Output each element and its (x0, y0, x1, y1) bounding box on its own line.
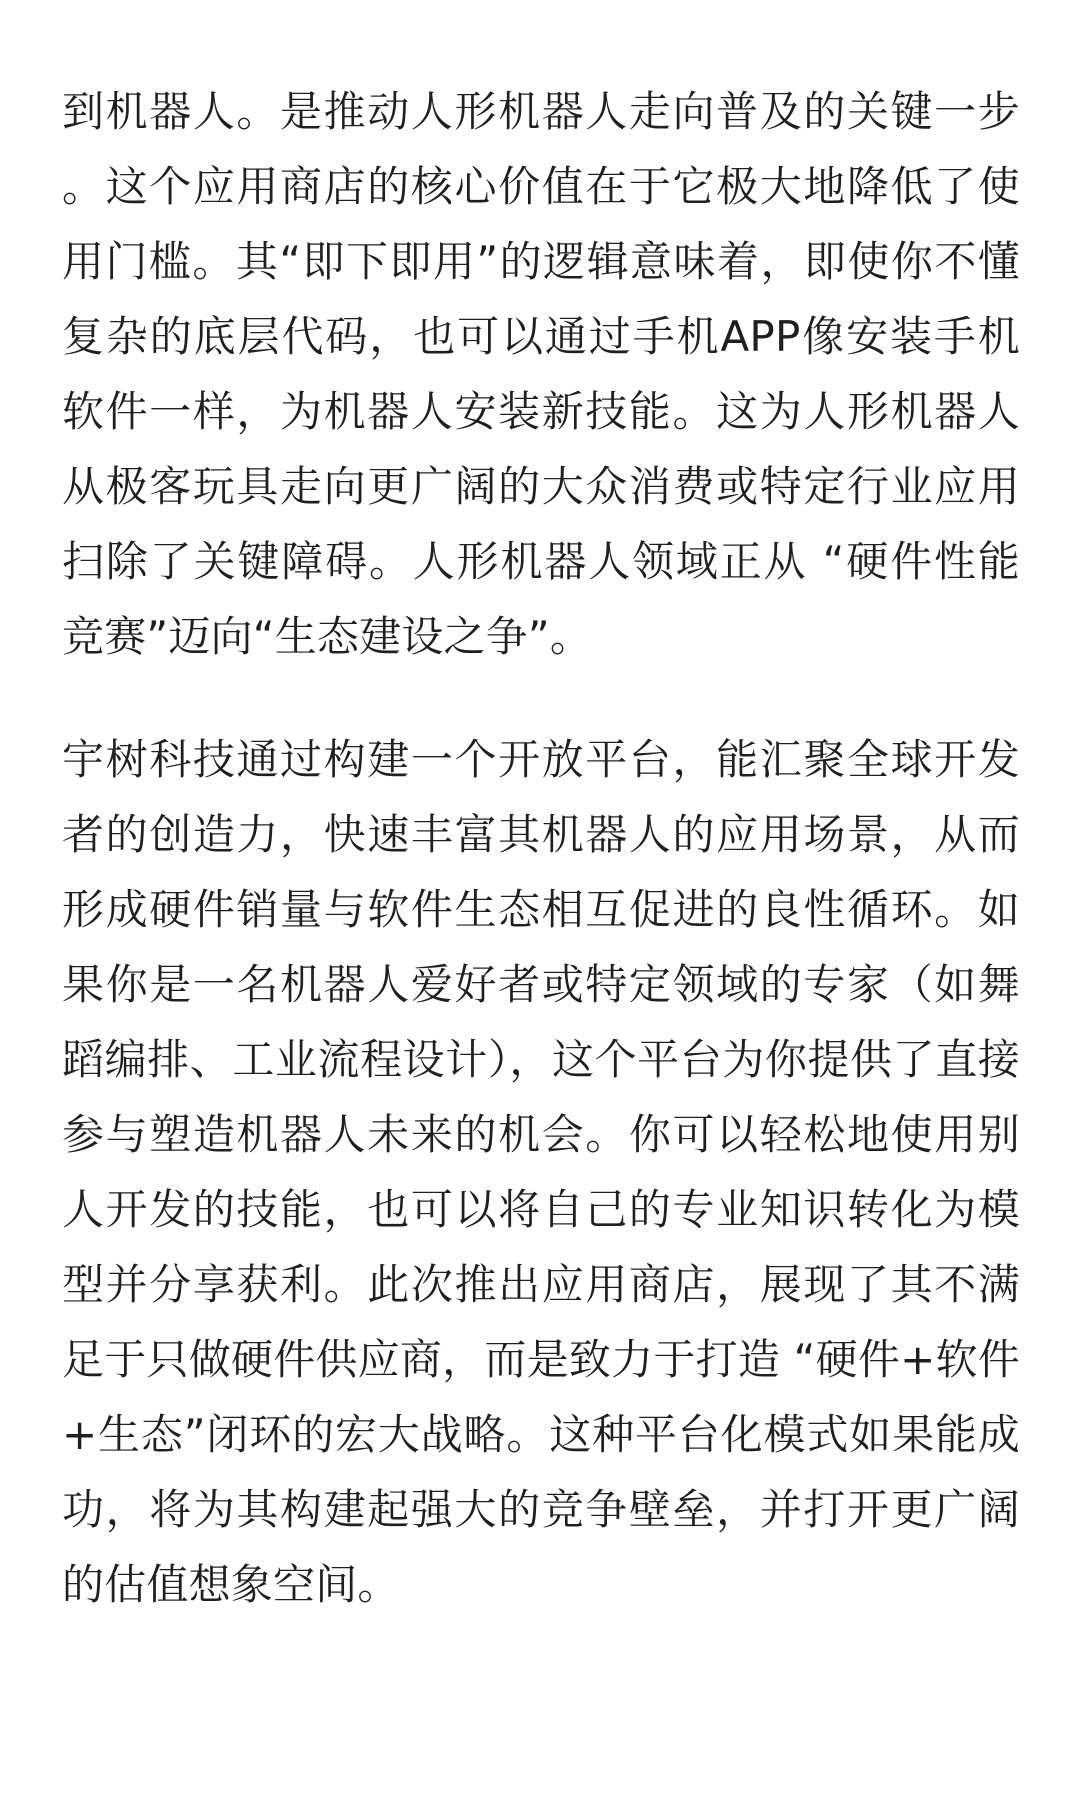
article-paragraph-2: 宇树科技通过构建一个开放平台，能汇聚全球开发者的创造力，快速丰富其机器人的应用场景，从而形成硬件销量与软件生态相互促进的良性循环。如果你是一名机器人爱好者或特定领域的专家（如舞蹈编排、工业流程设计），这个平台为你提供了直接参与塑造机器人未来的机会。你可以轻松地使用别人开发的技能，也可以将自己的专业知识转化为模型并分享获利。此次推出应用商店，展现了其不满足于只做硬件供应商，而是致力于打造 “硬件+软件+生态”闭环的宏大战略。这种平台化模式如果能成功，将为其构建起强大的竞争壁垒，并打开更广阔的估值想象空间。 (62, 735, 1020, 1609)
article-paragraph-1: 到机器人。是推动人形机器人走向普及的关键一步。这个应用商店的核心价值在于它极大地降低了使用门槛。其“即下即用”的逻辑意味着，即使你不懂复杂的底层代码，也可以通过手机APP像安装手机软件一样，为机器人安装新技能。这为人形机器人从极客玩具走向更广阔的大众消费或特定行业应用扫除了关键障碍。人形机器人领域正从 “硬件性能竞赛”迈向“生态建设之争”。 (62, 87, 1020, 661)
article-body (62, 74, 1020, 1622)
